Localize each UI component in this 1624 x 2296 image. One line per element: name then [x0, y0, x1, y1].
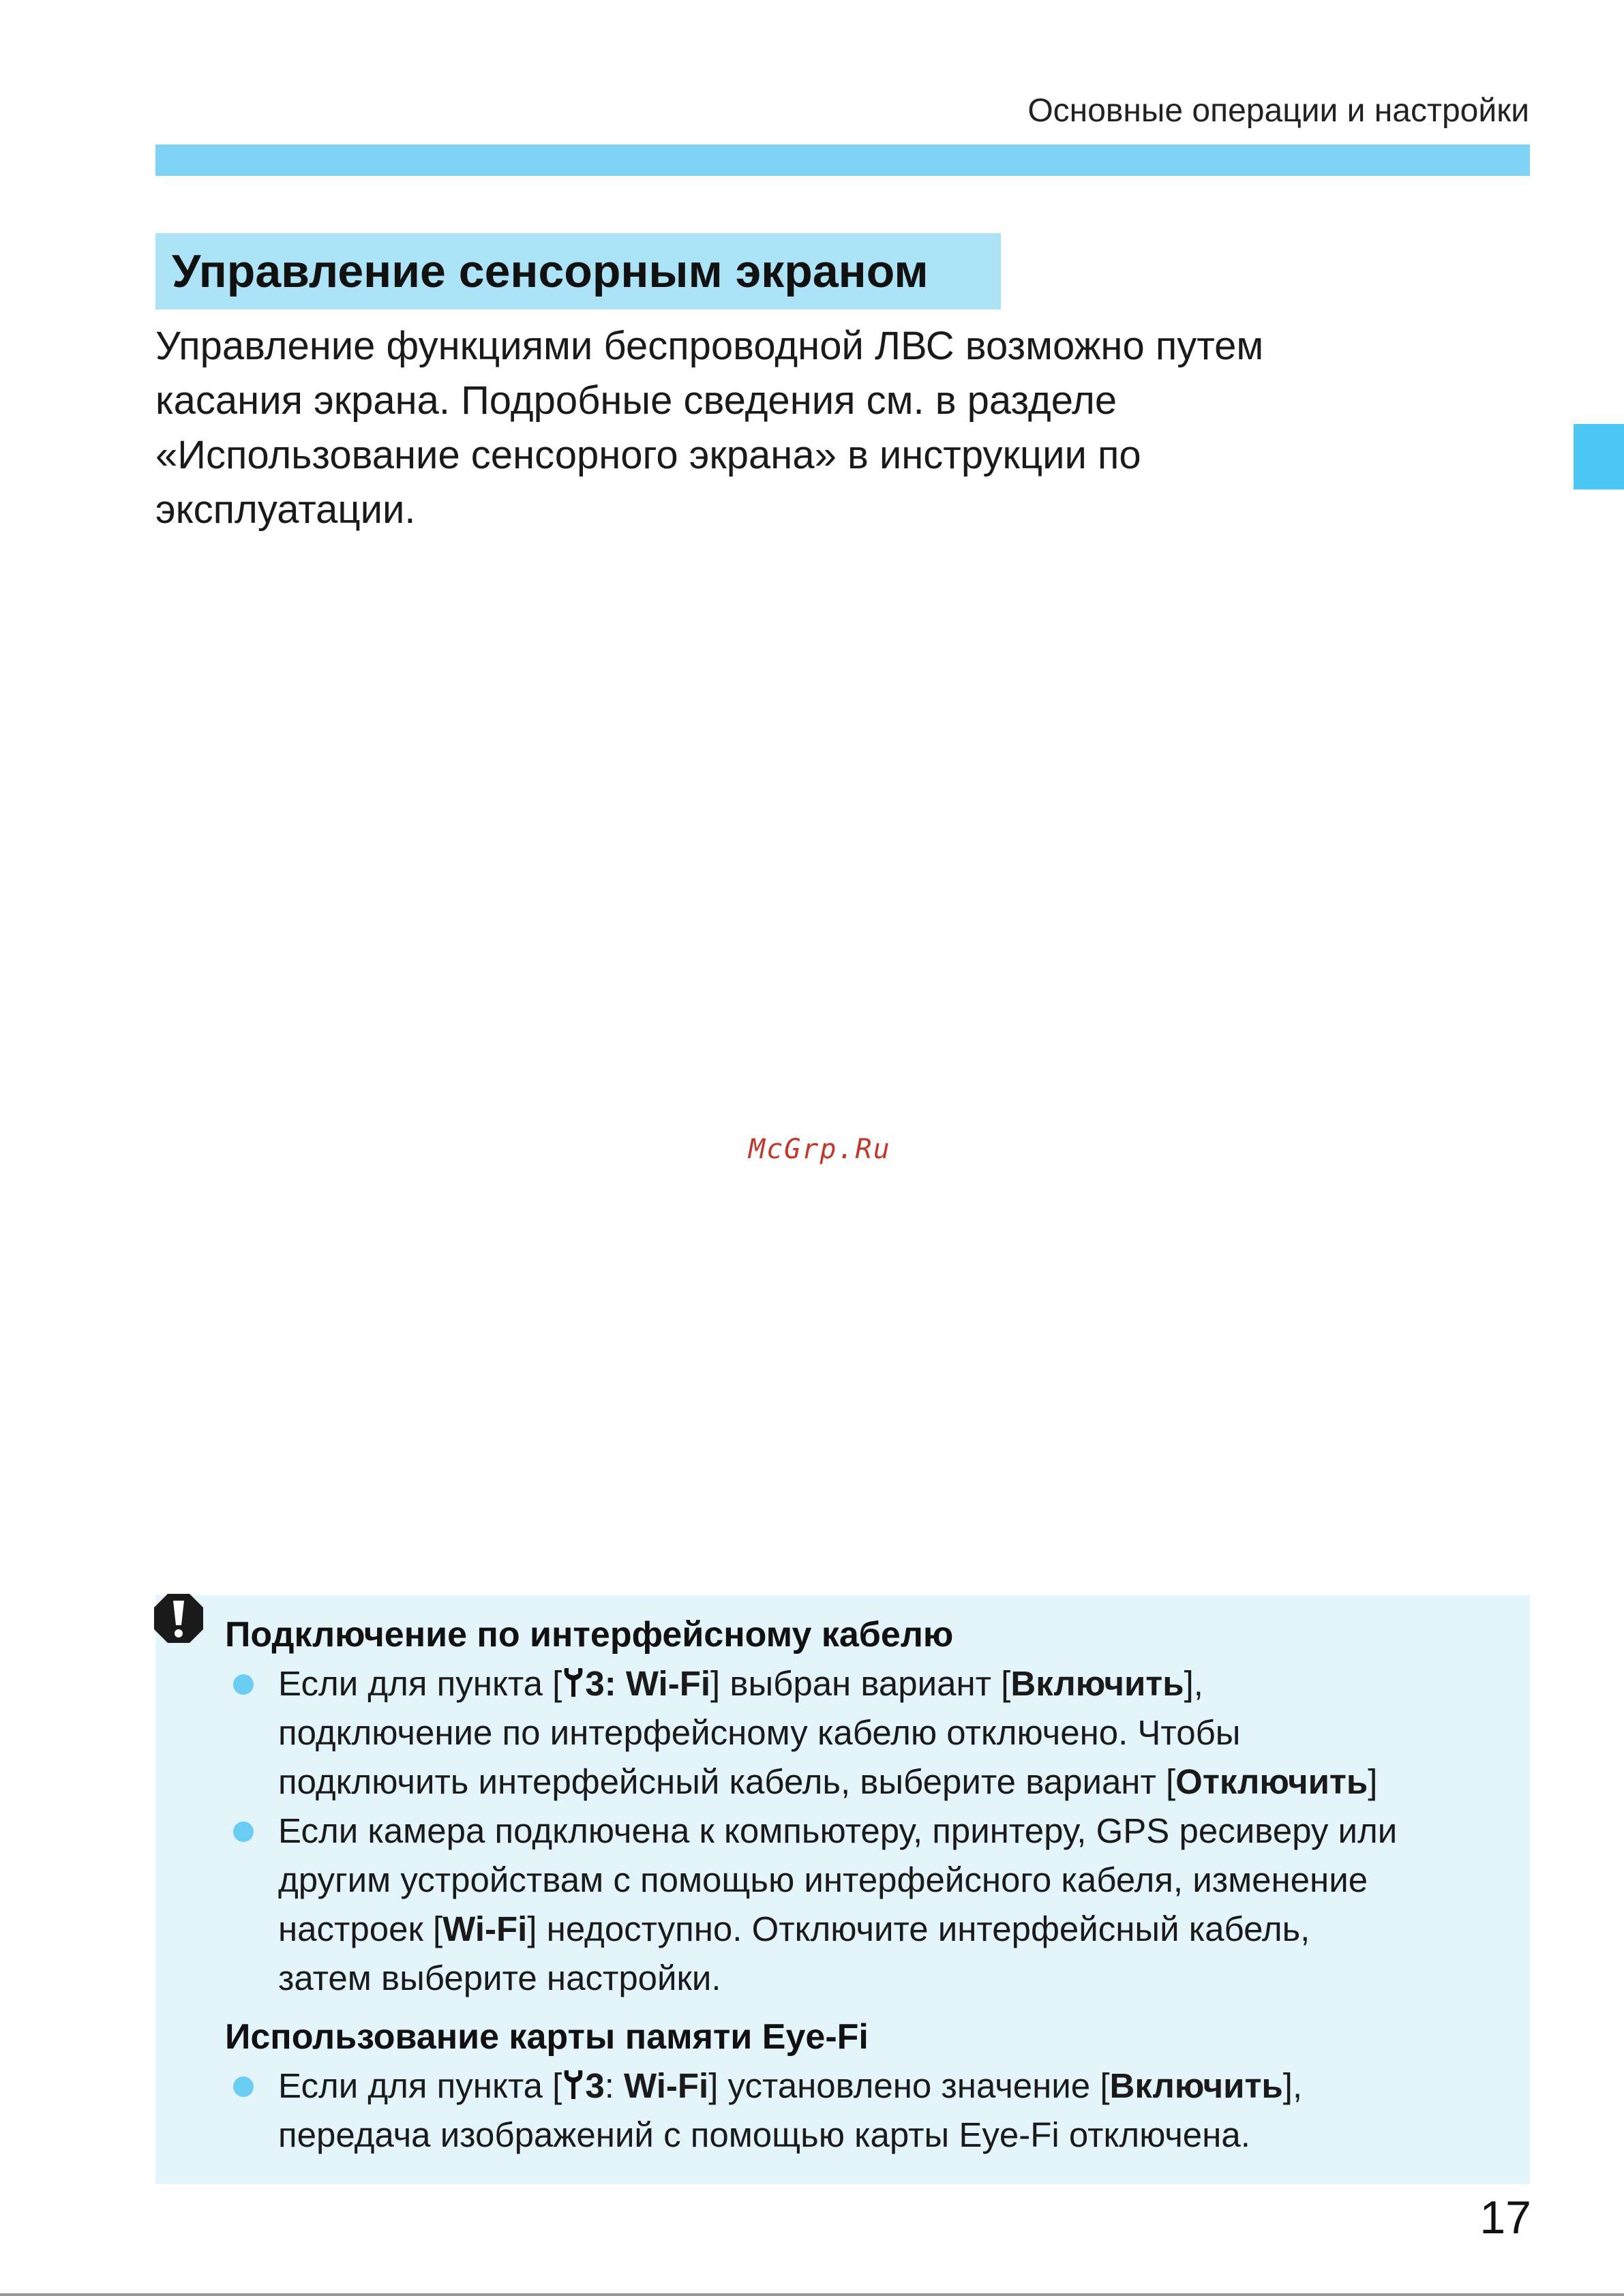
- intro-line: «Использование сенсорного экрана» в инструкции по: [155, 433, 1141, 477]
- item-line: передача изображений с помощью карты Eye-Fi отключена.: [278, 2115, 1250, 2154]
- caution-icon: [153, 1592, 205, 1644]
- watermark: McGrp.Ru: [749, 1134, 891, 1165]
- bullet-icon: [233, 1822, 254, 1842]
- wrench-icon: [562, 1667, 585, 1698]
- page-bottom-rule: [0, 2293, 1624, 2296]
- section-title: Управление сенсорным экраном: [155, 233, 1001, 309]
- caution-heading-cable: Подключение по интерфейсному кабелю: [225, 1615, 954, 1655]
- header-rule: [155, 145, 1530, 176]
- caution-heading-eyefi: Использование карты памяти Eye-Fi: [225, 2017, 869, 2057]
- intro-line: эксплуатации.: [155, 487, 416, 532]
- list-item: [225, 2061, 1520, 2160]
- intro-line: Управление функциями беспроводной ЛВС возможно путем: [155, 324, 1264, 368]
- item-line: затем выберите настройки.: [278, 1959, 721, 1997]
- intro-line: касания экрана. Подробные сведения см. в разделе: [155, 378, 1117, 423]
- item-line: Если для пункта [ 3: Wi-Fi] установлено значение [Включить],: [278, 2066, 1303, 2105]
- item-line: другим устройствам с помощью интерфейсного кабеля, изменение: [278, 1860, 1368, 1899]
- list-item: [225, 1659, 1520, 1807]
- item-line: Если для пункта [ 3: Wi-Fi] выбран вариант [Включить],: [278, 1664, 1203, 1703]
- item-line: настроек [Wi-Fi] недоступно. Отключите интерфейсный кабель,: [278, 1909, 1310, 1948]
- intro-paragraph: [155, 319, 1451, 537]
- chapter-tab-marker: [1574, 424, 1624, 489]
- item-line: Если камера подключена к компьютеру, принтеру, GPS ресиверу или: [278, 1811, 1398, 1850]
- caution-content: [225, 1610, 1520, 2160]
- bullet-icon: [233, 1674, 254, 1695]
- list-item: [225, 1807, 1520, 2003]
- item-line: подключение по интерфейсному кабелю отключено. Чтобы: [278, 1713, 1241, 1752]
- wrench-icon: [562, 2069, 585, 2100]
- running-header: Основные операции и настройки: [1027, 93, 1529, 129]
- bullet-icon: [233, 2076, 254, 2097]
- item-line: подключить интерфейсный кабель, выберите вариант [Отключить]: [278, 1762, 1378, 1801]
- page-number: 17: [1479, 2192, 1531, 2244]
